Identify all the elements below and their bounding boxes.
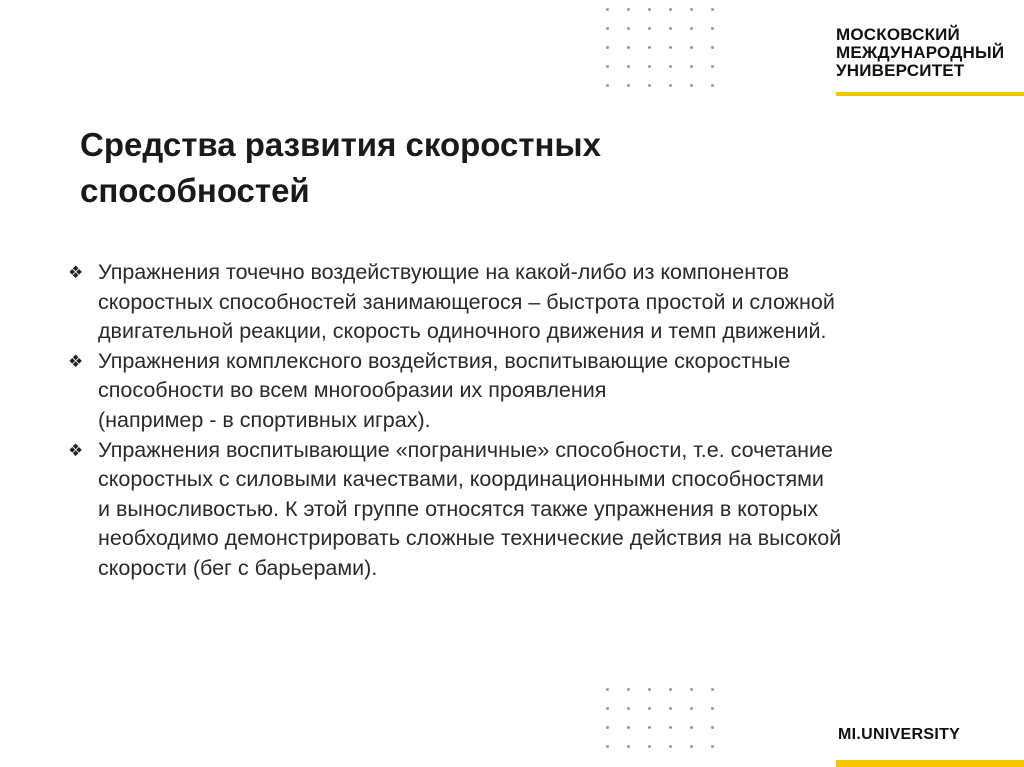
bullet-line: двигательной реакции, скорость одиночного движения и темп движений. [98,319,827,344]
bullet-line: Упражнения комплексного воздействия, воспитывающие скоростные [98,348,791,373]
diamond-bullet-icon: ❖ [68,351,84,371]
university-logo [836,26,1004,80]
slide-title [80,122,800,214]
logo-line-3: УНИВЕРСИТЕТ [836,61,965,80]
bullet-line: необходимо демонстрировать сложные технические действия на высокой [98,526,842,551]
logo-line-1: МОСКОВСКИЙ [836,25,960,44]
logo-accent-bar [836,92,1024,96]
footer-accent-bar [836,760,1024,767]
decorative-dot-grid-bottom [606,688,717,748]
bullet-line: и выносливостью. К этой группе относятся также упражнения в которых [98,496,819,521]
bullet-list [68,258,1008,584]
decorative-dot-grid-top [606,8,717,87]
diamond-bullet-icon: ❖ [68,440,84,460]
bullet-text-2 [98,347,790,436]
footer-logo: MI.UNIVERSITY [838,726,961,743]
bullet-line: (например - в спортивных играх). [98,407,431,432]
bullet-item-1 [68,258,1008,347]
title-line-1: Средства развития скоростных [80,126,601,163]
bullet-line: скоростных с силовыми качествами, координационными способностями [98,467,824,492]
bullet-line: скорости (бег с барьерами). [98,555,378,580]
bullet-text-3 [98,436,841,584]
bullet-line: Упражнения воспитывающие «пограничные» способности, т.е. сочетание [98,437,833,462]
bullet-line: способности во всем многообразии их проявления [98,378,607,403]
title-line-2: способностей [80,172,310,209]
bullet-item-3 [68,436,1008,584]
diamond-bullet-icon: ❖ [68,263,84,282]
bullet-text-1 [98,258,835,347]
bullet-line: скоростных способностей занимающегося – быстрота простой и сложной [98,289,835,314]
bullet-line: Упражнения точечно воздействующие на какой-либо из компонентов [98,260,790,284]
bullet-item-2 [68,347,1008,436]
logo-line-2: МЕЖДУНАРОДНЫЙ [836,43,1005,62]
